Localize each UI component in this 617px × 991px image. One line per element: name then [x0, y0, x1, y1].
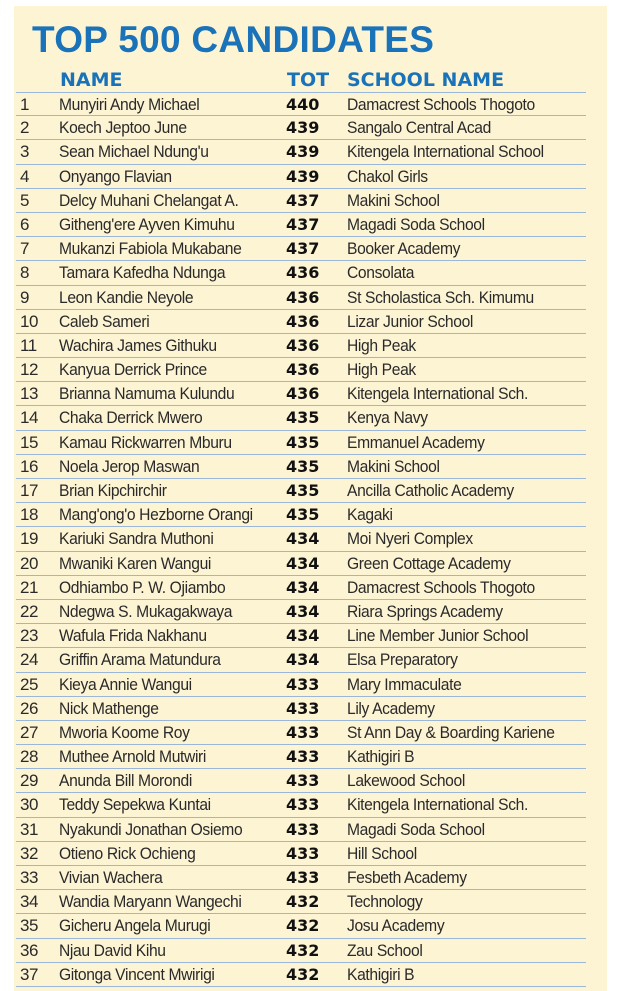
- name-cell: Tamara Kafedha Ndunga: [59, 263, 226, 283]
- table-row: [16, 576, 586, 600]
- rank-cell: 19: [20, 529, 38, 549]
- table-row: [16, 92, 586, 116]
- school-cell: High Peak: [347, 335, 416, 355]
- table-row: [16, 914, 586, 938]
- table-row: [16, 189, 586, 213]
- name-cell: Mang'ong'o Hezborne Orangi: [59, 505, 253, 525]
- rank-cell: 30: [20, 795, 38, 815]
- tot-cell: 434: [286, 626, 320, 646]
- school-cell: St Ann Day & Boarding Kariene: [347, 722, 555, 742]
- name-cell: Muthee Arnold Mutwiri: [59, 747, 207, 767]
- tot-cell: 433: [286, 868, 320, 887]
- school-cell: Kagaki: [347, 505, 393, 525]
- table-row: [16, 600, 586, 624]
- rank-cell: 21: [20, 577, 38, 597]
- name-cell: Mworia Koome Roy: [59, 722, 190, 742]
- name-cell: Kieya Annie Wangui: [59, 674, 192, 694]
- table-row: [16, 431, 586, 455]
- table-row: [16, 793, 586, 817]
- school-cell: Zau School: [347, 940, 423, 960]
- tot-cell: 434: [286, 577, 320, 597]
- table-row: [16, 213, 586, 237]
- tot-cell: 435: [286, 456, 320, 476]
- tot-cell: 434: [286, 553, 320, 573]
- school-cell: Elsa Preparatory: [347, 650, 458, 670]
- school-cell: Lakewood School: [347, 771, 465, 791]
- table-row: [16, 624, 586, 648]
- table-row: [16, 818, 586, 842]
- school-cell: Josu Academy: [347, 916, 445, 936]
- tot-cell: 437: [286, 190, 320, 210]
- school-cell: Magadi Soda School: [347, 214, 485, 234]
- school-cell: Lizar Junior School: [347, 311, 474, 331]
- tot-cell: 434: [286, 529, 320, 549]
- table-row: [16, 479, 586, 503]
- tot-cell: 434: [286, 650, 320, 670]
- school-cell: Kitengela International School: [347, 142, 544, 162]
- rank-cell: 12: [20, 360, 38, 380]
- name-cell: Anunda Bill Morondi: [59, 771, 192, 791]
- rank-cell: 8: [20, 263, 29, 283]
- tot-cell: 435: [286, 481, 320, 500]
- school-cell: Kenya Navy: [347, 408, 428, 428]
- table-row: [16, 697, 586, 721]
- school-cell: Mary Immaculate: [347, 674, 462, 694]
- tot-cell: 433: [286, 674, 320, 694]
- name-cell: Onyango Flavian: [59, 166, 172, 186]
- name-cell: Munyiri Andy Michael: [59, 95, 200, 114]
- tot-cell: 436: [286, 263, 320, 283]
- name-cell: Wafula Frida Nakhanu: [59, 626, 207, 646]
- name-cell: Teddy Sepekwa Kuntai: [59, 795, 211, 815]
- table-row: [16, 890, 586, 914]
- name-cell: Kanyua Derrick Prince: [59, 360, 207, 380]
- name-cell: Brianna Namuma Kulundu: [59, 384, 235, 404]
- rank-cell: 33: [20, 868, 38, 887]
- school-cell: Green Cottage Academy: [347, 553, 511, 573]
- rank-cell: 37: [20, 964, 38, 984]
- rank-cell: 13: [20, 384, 38, 404]
- name-cell: Njau David Kihu: [59, 940, 166, 960]
- school-cell: Fesbeth Academy: [347, 868, 467, 887]
- school-cell: Emmanuel Academy: [347, 432, 485, 452]
- table-row: [16, 648, 586, 672]
- tot-cell: 433: [286, 795, 320, 815]
- tot-cell: 439: [286, 142, 320, 162]
- school-cell: Hill School: [347, 843, 417, 863]
- tot-cell: 437: [286, 214, 320, 234]
- rank-cell: 27: [20, 722, 38, 742]
- school-cell: Riara Springs Academy: [347, 601, 503, 621]
- school-cell: Kathigiri B: [347, 747, 415, 767]
- tot-cell: 432: [286, 892, 320, 912]
- name-cell: Gicheru Angela Murugi: [59, 916, 211, 936]
- name-cell: Kariuki Sandra Muthoni: [59, 529, 214, 549]
- tot-cell: 432: [286, 916, 320, 936]
- table-row: [16, 745, 586, 769]
- name-cell: Odhiambo P. W. Ojiambo: [59, 577, 226, 597]
- school-cell: Damacrest Schools Thogoto: [347, 577, 535, 597]
- rank-cell: 1: [20, 95, 29, 114]
- rank-cell: 35: [20, 916, 38, 936]
- rank-cell: 17: [20, 481, 38, 500]
- table-row: [16, 527, 586, 551]
- table-row: [16, 334, 586, 358]
- table-row: [16, 503, 586, 527]
- rank-cell: 22: [20, 601, 38, 621]
- column-header-school: SCHOOL NAME: [347, 69, 505, 91]
- rank-cell: 6: [20, 214, 29, 234]
- school-cell: Lily Academy: [347, 698, 435, 718]
- column-header-name: NAME: [60, 69, 123, 91]
- table-row: [16, 382, 586, 406]
- rank-cell: 4: [20, 166, 29, 186]
- table-row: [16, 842, 586, 866]
- school-cell: Makini School: [347, 456, 440, 476]
- name-cell: Mukanzi Fabiola Mukabane: [59, 239, 242, 259]
- rank-cell: 26: [20, 698, 38, 718]
- table-row: [16, 286, 586, 310]
- tot-cell: 439: [286, 118, 320, 138]
- tot-cell: 436: [286, 311, 320, 331]
- tot-cell: 436: [286, 335, 320, 355]
- tot-cell: 433: [286, 722, 320, 742]
- name-cell: Caleb Sameri: [59, 311, 150, 331]
- name-cell: Mwaniki Karen Wangui: [59, 553, 212, 573]
- rank-cell: 32: [20, 843, 38, 863]
- tot-cell: 435: [286, 432, 320, 452]
- tot-cell: 436: [286, 360, 320, 380]
- column-header-tot: TOT: [287, 69, 330, 91]
- name-cell: Chaka Derrick Mwero: [59, 408, 203, 428]
- tot-cell: 437: [286, 239, 320, 259]
- tot-cell: 436: [286, 384, 320, 404]
- rank-cell: 15: [20, 432, 38, 452]
- name-cell: Wandia Maryann Wangechi: [59, 892, 242, 912]
- school-cell: Line Member Junior School: [347, 626, 529, 646]
- table-row: [16, 310, 586, 334]
- name-cell: Brian Kipchirchir: [59, 481, 167, 500]
- school-cell: Moi Nyeri Complex: [347, 529, 473, 549]
- rank-cell: 36: [20, 940, 38, 960]
- school-cell: Chakol Girls: [347, 166, 428, 186]
- school-cell: Sangalo Central Acad: [347, 118, 491, 138]
- tot-cell: 433: [286, 771, 320, 791]
- school-cell: Kitengela International Sch.: [347, 384, 528, 404]
- name-cell: Ndegwa S. Mukagakwaya: [59, 601, 233, 621]
- tot-cell: 436: [286, 287, 320, 307]
- rank-cell: 24: [20, 650, 38, 670]
- rank-cell: 9: [20, 287, 29, 307]
- table-row: [16, 140, 586, 164]
- tot-cell: 434: [286, 601, 320, 621]
- tot-cell: 439: [286, 166, 320, 186]
- rank-cell: 23: [20, 626, 38, 646]
- rank-cell: 2: [20, 118, 29, 138]
- tot-cell: 433: [286, 843, 320, 863]
- table-row: [16, 552, 586, 576]
- name-cell: Noela Jerop Maswan: [59, 456, 200, 476]
- rank-cell: 28: [20, 747, 38, 767]
- school-cell: Magadi Soda School: [347, 819, 485, 839]
- name-cell: Sean Michael Ndung'u: [59, 142, 209, 162]
- name-cell: Leon Kandie Neyole: [59, 287, 194, 307]
- name-cell: Wachira James Githuku: [59, 335, 217, 355]
- name-cell: Githeng'ere Ayven Kimuhu: [59, 214, 235, 234]
- rank-cell: 7: [20, 239, 29, 259]
- name-cell: Kamau Rickwarren Mburu: [59, 432, 232, 452]
- school-cell: Damacrest Schools Thogoto: [347, 95, 535, 114]
- table-row: [16, 237, 586, 261]
- name-cell: Koech Jeptoo June: [59, 118, 187, 138]
- name-cell: Nick Mathenge: [59, 698, 159, 718]
- tot-cell: 433: [286, 698, 320, 718]
- table-row: [16, 939, 586, 963]
- table-row: [16, 769, 586, 793]
- rank-cell: 34: [20, 892, 38, 912]
- school-cell: Technology: [347, 892, 423, 912]
- rank-cell: 3: [20, 142, 29, 162]
- tot-cell: 440: [286, 95, 320, 114]
- school-cell: Kitengela International Sch.: [347, 795, 528, 815]
- table-row: [16, 165, 586, 189]
- page-title: TOP 500 CANDIDATES: [32, 19, 435, 60]
- rank-cell: 11: [20, 335, 37, 355]
- school-cell: Ancilla Catholic Academy: [347, 481, 514, 500]
- rank-cell: 18: [20, 505, 38, 525]
- table-row: [16, 721, 586, 745]
- name-cell: Vivian Wachera: [59, 868, 163, 887]
- tot-cell: 433: [286, 747, 320, 767]
- table-row: [16, 866, 586, 890]
- tot-cell: 435: [286, 505, 320, 525]
- school-cell: Kathigiri B: [347, 964, 415, 984]
- rank-cell: 14: [20, 408, 38, 428]
- name-cell: Otieno Rick Ochieng: [59, 843, 196, 863]
- rank-cell: 5: [20, 190, 29, 210]
- table-row: [16, 406, 586, 430]
- tot-cell: 432: [286, 940, 320, 960]
- name-cell: Griffin Arama Matundura: [59, 650, 221, 670]
- school-cell: Booker Academy: [347, 239, 461, 259]
- rank-cell: 29: [20, 771, 38, 791]
- tot-cell: 433: [286, 819, 320, 839]
- school-cell: Makini School: [347, 190, 440, 210]
- table-row: [16, 673, 586, 697]
- name-cell: Delcy Muhani Chelangat A.: [59, 190, 239, 210]
- tot-cell: 435: [286, 408, 320, 428]
- table-row: [16, 963, 586, 987]
- school-cell: High Peak: [347, 360, 416, 380]
- table-row: [16, 358, 586, 382]
- school-cell: Consolata: [347, 263, 415, 283]
- table-row: [16, 261, 586, 285]
- rank-cell: 25: [20, 674, 38, 694]
- school-cell: St Scholastica Sch. Kimumu: [347, 287, 534, 307]
- table-row: [16, 455, 586, 479]
- candidates-table: [16, 92, 586, 987]
- rank-cell: 10: [20, 311, 38, 331]
- table-row: [16, 116, 586, 140]
- name-cell: Gitonga Vincent Mwirigi: [59, 964, 215, 984]
- rank-cell: 20: [20, 553, 38, 573]
- name-cell: Nyakundi Jonathan Osiemo: [59, 819, 243, 839]
- rank-cell: 31: [20, 819, 38, 839]
- rank-cell: 16: [20, 456, 38, 476]
- tot-cell: 432: [286, 964, 320, 984]
